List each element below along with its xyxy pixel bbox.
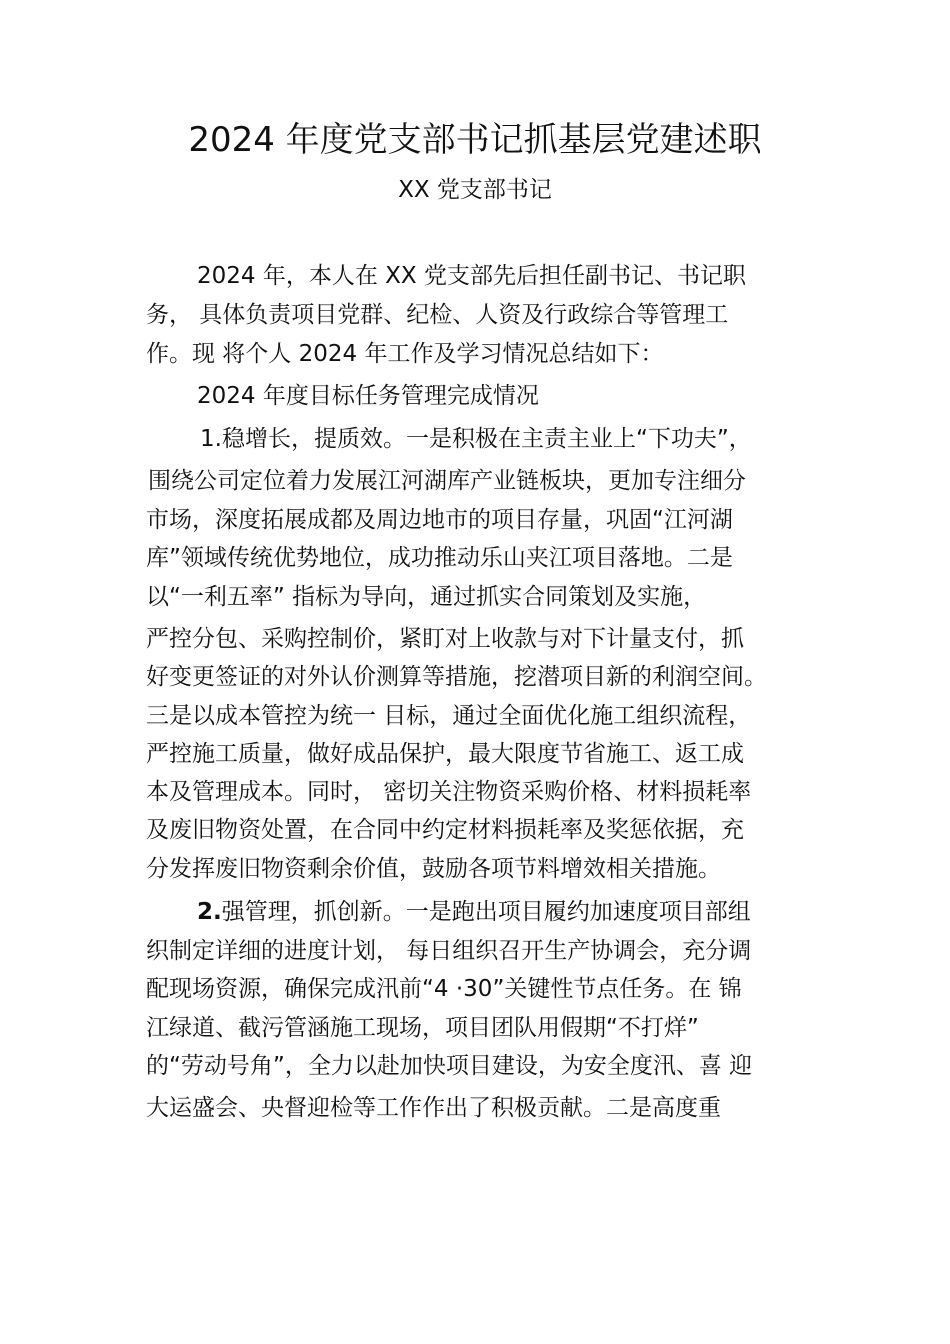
item1-line: 1.稳增长，提质效。一是积极在主责主业上“下功夫”，	[200, 426, 752, 452]
item2-number: 2.	[197, 899, 222, 925]
intro-line: 务， 具体负责项目党群、纪检、人资及行政综合等管理工	[146, 302, 729, 328]
intro-line: 作。现 将个人 2024 年工作及学习情况总结如下：	[146, 341, 664, 367]
section-heading: 2024 年度目标任务管理完成情况	[197, 383, 539, 409]
item1-line: 严控分包、采购控制价，紧盯对上收款与对下计量支付，抓	[146, 626, 744, 652]
item1-line: 及废旧物资处置，在合同中约定材料损耗率及奖惩依据，充	[146, 817, 744, 843]
item2-line: 江绿道、截污管涵施工现场，项目团队用假期“不打烊”	[146, 1015, 699, 1041]
item2-first-line	[197, 896, 751, 928]
item2-line: 配现场资源，确保完成汛前“4 ·30”关键性节点任务。在 锦	[146, 976, 742, 1002]
item1-line: 严控施工质量，做好成品保护，最大限度节省施工、返工成	[146, 741, 744, 767]
item1-line: 围绕公司定位着力发展江河湖库产业链板块，更加专注细分	[148, 468, 746, 494]
item1-line: 分发挥废旧物资剩余价值，鼓励各项节料增效相关措施。	[146, 856, 721, 882]
intro-line: 2024 年，本人在 XX 党支部先后担任副书记、书记职	[197, 263, 746, 289]
item2-line: 大运盛会、央督迎检等工作作出了积极贡献。二是高度重	[146, 1095, 721, 1121]
item1-line: 市场，深度拓展成都及周边地市的项目存量，巩固“江河湖	[146, 507, 733, 533]
item1-line: 以“一利五率” 指标为导向，通过抓实合同策划及实施，	[146, 584, 707, 610]
item1-line: 本及管理成本。同时， 密切关注物资采购价格、材料损耗率	[146, 779, 752, 805]
item1-line: 好变更签证的对外认价测算等措施，挖潜项目新的利润空间。	[146, 664, 767, 690]
item1-line: 三是以成本管控为统一 目标，通过全面优化施工组织流程，	[146, 703, 752, 729]
document-title: 2024 年度党支部书记抓基层党建述职	[188, 120, 762, 160]
item1-line: 库”领域传统优势地位，成功推动乐山夹江项目落地。二是	[146, 545, 733, 571]
author-line: XX 党支部书记	[398, 177, 552, 203]
item2-first-text: 强管理，抓创新。一是跑出项目履约加速度项目部组	[221, 899, 751, 925]
item2-line: 的“劳动号角”，全力以赴加快项目建设，为安全度汛、喜 迎	[146, 1053, 753, 1079]
item2-line: 织制定详细的进度计划， 每日组织召开生产协调会，充分调	[146, 938, 752, 964]
